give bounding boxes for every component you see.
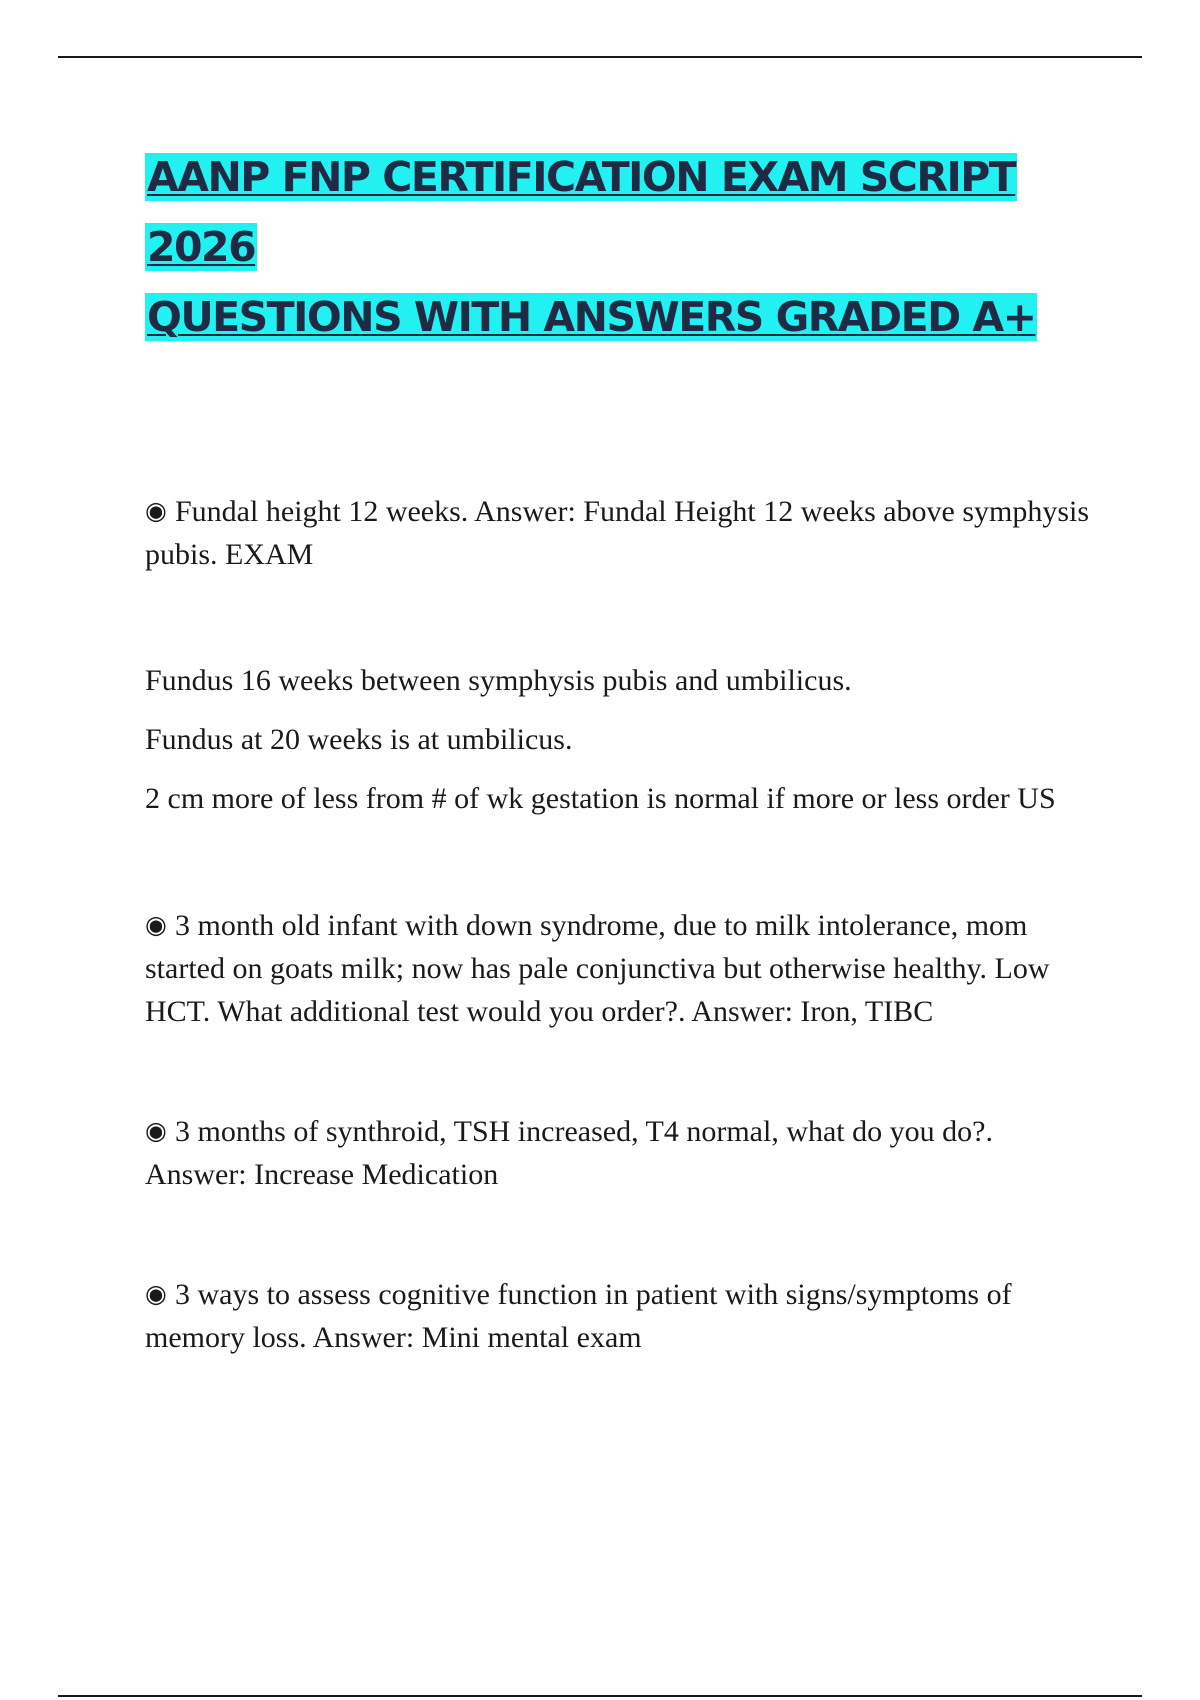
radio-bullet-icon: ◉: [145, 1116, 167, 1145]
question-item: [145, 1272, 1095, 1359]
title-line-2: QUESTIONS WITH ANSWERS GRADED A+: [147, 293, 1036, 341]
question-text: 3 ways to assess cognitive function in patient with signs/symptoms of memory loss. Answer: Mini mental exam: [145, 1278, 1012, 1354]
document-page: [145, 142, 1095, 1359]
document-title: [145, 142, 1095, 352]
question-text: 3 month old infant with down syndrome, due to milk intolerance, mom started on goats milk; now has pale conjunctiva but otherwise healthy. Low HCT. What additional test would you order?. Answer: Iron, TIBC: [145, 909, 1050, 1028]
note-line: 2 cm more of less from # of wk gestation is normal if more or less order US: [145, 782, 1056, 815]
radio-bullet-icon: ◉: [145, 496, 167, 525]
question-text: 3 months of synthroid, TSH increased, T4 normal, what do you do?. Answer: Increase Medication: [145, 1115, 993, 1191]
note-line: Fundus at 20 weeks is at umbilicus.: [145, 723, 573, 756]
note-line: Fundus 16 weeks between symphysis pubis and umbilicus.: [145, 664, 852, 697]
top-rule: [58, 56, 1142, 58]
bottom-rule: [58, 1695, 1142, 1697]
radio-bullet-icon: ◉: [145, 1279, 167, 1308]
title-highlight: [145, 153, 1037, 341]
title-line-1: AANP FNP CERTIFICATION EXAM SCRIPT 2026: [147, 153, 1016, 271]
question-item: [145, 1109, 1095, 1196]
question-item: [145, 903, 1095, 1033]
question-item: [145, 489, 1095, 576]
radio-bullet-icon: ◉: [145, 910, 167, 939]
question-text: Fundal height 12 weeks. Answer: Fundal Height 12 weeks above symphysis pubis. EXAM: [145, 495, 1090, 571]
